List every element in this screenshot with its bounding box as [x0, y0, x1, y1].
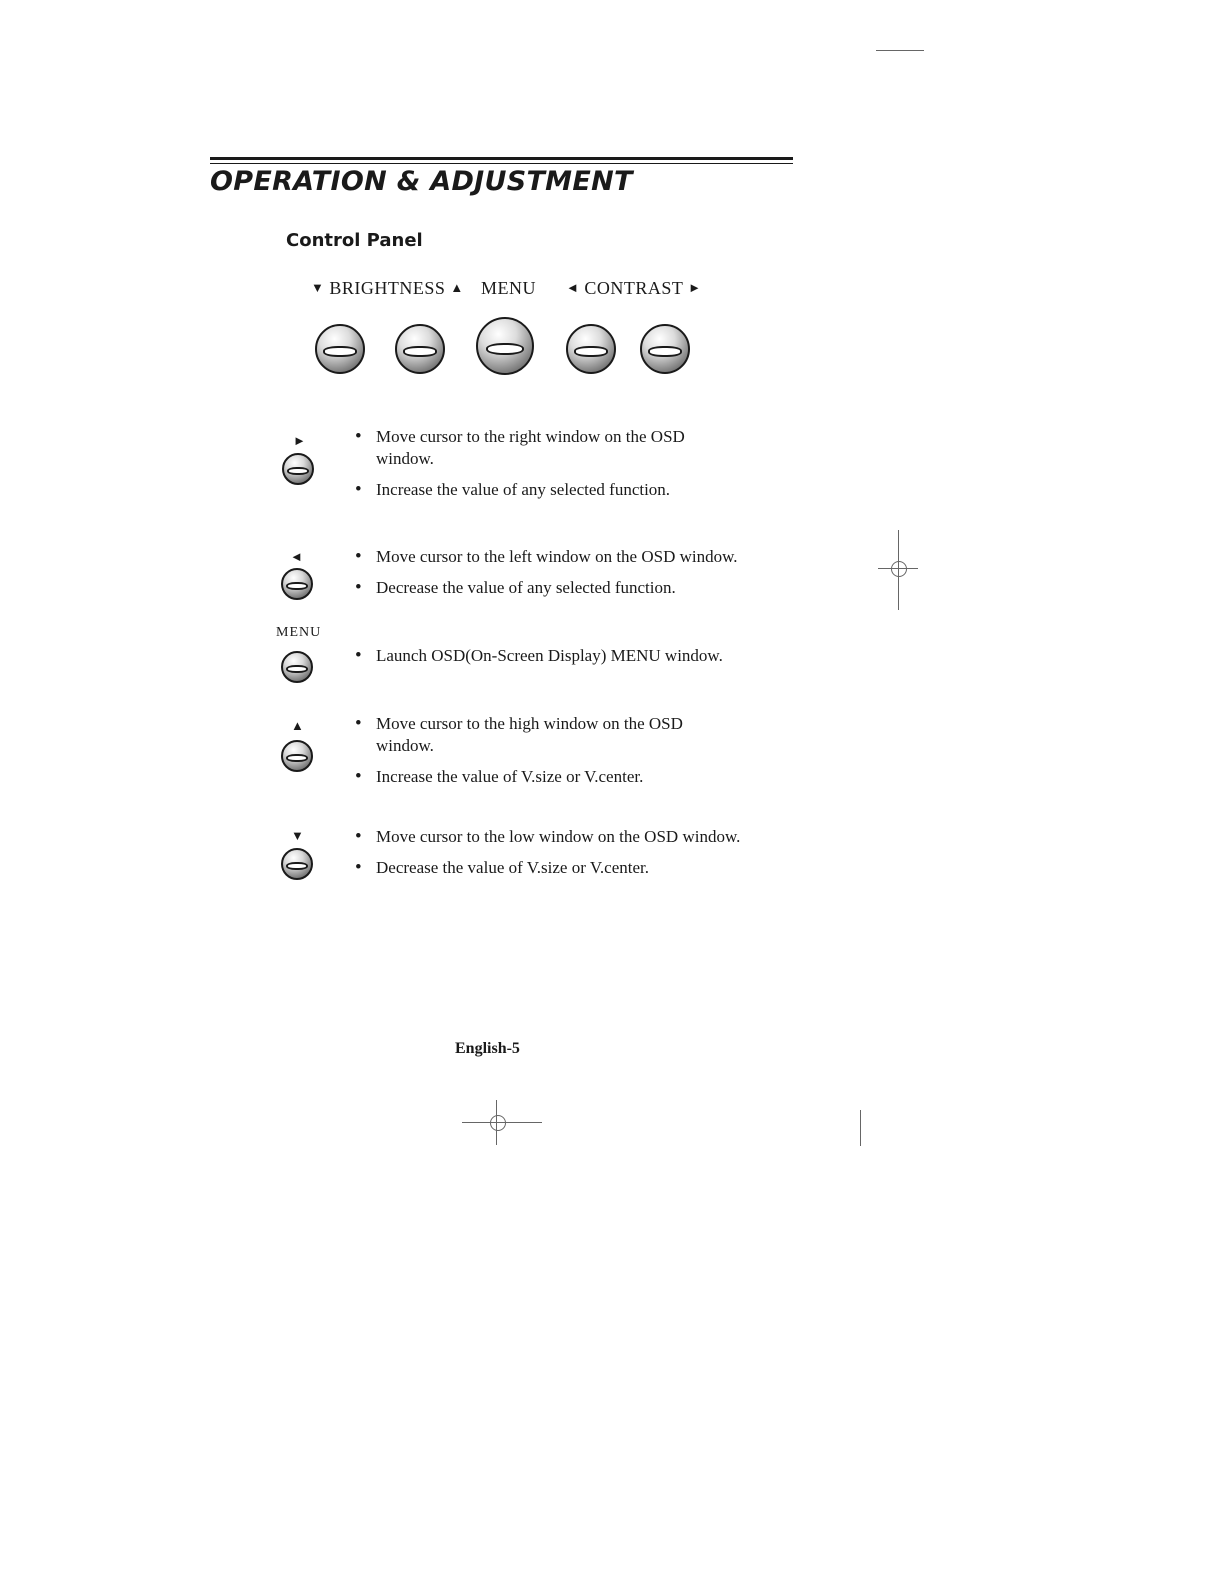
page-number: English-5	[455, 1040, 520, 1057]
list-item: • Increase the value of any selected function.	[355, 479, 730, 501]
up-key-description	[355, 713, 730, 797]
list-item: • Move cursor to the high window on the OSD window.	[355, 713, 730, 757]
right-key-description	[355, 426, 730, 510]
list-item: • Move cursor to the low window on the OSD window.	[355, 826, 815, 848]
up-key-button[interactable]	[281, 740, 313, 772]
list-item: • Decrease the value of V.size or V.center.	[355, 857, 815, 879]
down-key-description	[355, 826, 815, 888]
contrast-label	[566, 278, 701, 299]
brightness-down-button[interactable]	[315, 324, 365, 374]
right-arrow-icon: ►	[688, 280, 702, 295]
down-key-button[interactable]	[281, 848, 313, 880]
brightness-label	[311, 278, 464, 299]
up-arrow-icon: ▲	[291, 718, 304, 733]
contrast-label-text: CONTRAST	[584, 278, 684, 298]
section-title: Control Panel	[286, 230, 423, 251]
down-arrow-icon: ▼	[291, 828, 304, 843]
menu-key-description	[355, 645, 815, 676]
brightness-label-text: BRIGHTNESS	[329, 278, 446, 298]
header-rule-thin	[210, 163, 793, 164]
right-key-button[interactable]	[282, 453, 314, 485]
brightness-up-button[interactable]	[395, 324, 445, 374]
page-title: OPERATION & ADJUSTMENT	[210, 166, 633, 197]
down-arrow-icon: ▼	[311, 280, 325, 295]
list-item: • Move cursor to the right window on the OSD window.	[355, 426, 730, 470]
menu-key-button[interactable]	[281, 651, 313, 683]
contrast-right-button[interactable]	[640, 324, 690, 374]
list-item: • Launch OSD(On-Screen Display) MENU window.	[355, 645, 815, 667]
left-arrow-icon: ◄	[566, 280, 580, 295]
menu-label: MENU	[481, 278, 536, 298]
left-arrow-icon: ◄	[290, 549, 303, 564]
menu-button[interactable]	[476, 317, 534, 375]
contrast-left-button[interactable]	[566, 324, 616, 374]
right-arrow-icon: ►	[293, 433, 306, 448]
left-key-description	[355, 546, 815, 608]
up-arrow-icon: ▲	[450, 280, 464, 295]
list-item: • Increase the value of V.size or V.center.	[355, 766, 730, 788]
list-item: • Move cursor to the left window on the OSD window.	[355, 546, 815, 568]
registration-mark-icon	[874, 530, 924, 610]
menu-key-label: MENU	[276, 625, 322, 640]
header-rule-thick	[210, 157, 793, 160]
crop-mark-icon	[860, 1110, 862, 1146]
crop-mark-icon	[876, 50, 924, 52]
left-key-button[interactable]	[281, 568, 313, 600]
registration-mark-icon	[462, 1100, 542, 1145]
list-item: • Decrease the value of any selected function.	[355, 577, 815, 599]
